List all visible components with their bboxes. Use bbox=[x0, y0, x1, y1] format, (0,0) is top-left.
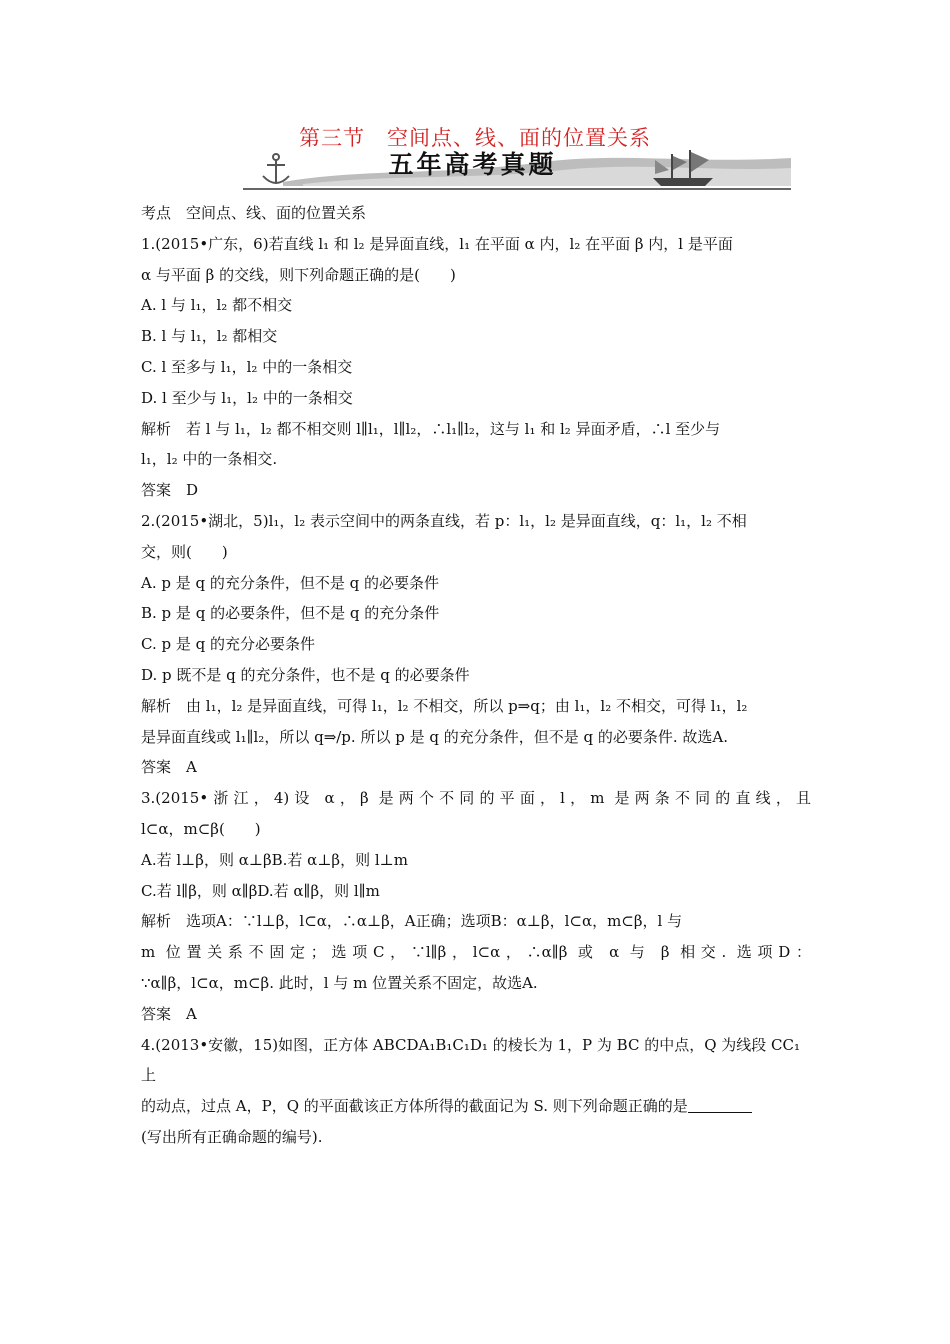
q3-option-c: C.若 l∥β，则 α∥β bbox=[141, 881, 258, 900]
q2-analysis-line1: 解析 由 l₁，l₂ 是异面直线，可得 l₁，l₂ 不相交，所以 p⇒q；由 l₁，l₂ 不相交，可得 l₁，l₂ bbox=[141, 696, 748, 715]
q3-analysis-line2: m 位置关系不固定；选项C，∵l∥β，l⊂α，∴α∥β 或 α 与 β 相交. 选项D： bbox=[141, 943, 811, 962]
anchor-icon bbox=[263, 154, 289, 184]
q3-answer: 答案 A bbox=[141, 1004, 197, 1023]
q1-answer: 答案 D bbox=[141, 481, 199, 500]
q3-analysis-line1: 解析 选项A：∵l⊥β，l⊂α，∴α⊥β，A正确；选项B：α⊥β，l⊂α，m⊂β，l 与 bbox=[141, 912, 683, 931]
topic-heading: 考点 空间点、线、面的位置关系 bbox=[141, 204, 367, 222]
q2-option-d: D. p 既不是 q 的充分条件，也不是 q 的必要条件 bbox=[141, 665, 470, 684]
q3-analysis-line3: ∵α∥β，l⊂α，m⊂β. 此时，l 与 m 位置关系不固定，故选A. bbox=[141, 973, 538, 992]
q2-answer: 答案 A bbox=[141, 758, 197, 777]
q3-options-row1 bbox=[141, 845, 811, 876]
document-body bbox=[141, 198, 811, 1153]
q1-option-c: C. l 至多与 l₁，l₂ 中的一条相交 bbox=[141, 357, 353, 376]
q4-stem-line3: (写出所有正确命题的编号). bbox=[141, 1127, 323, 1146]
q3-option-b: B.若 α⊥β，则 l⊥m bbox=[271, 850, 408, 869]
banner-title: 五年高考真题 bbox=[388, 150, 557, 179]
q2-option-b: B. p 是 q 的必要条件，但不是 q 的充分条件 bbox=[141, 604, 440, 623]
q2-stem-line1: 2.(2015•湖北，5)l₁，l₂ 表示空间中的两条直线，若 p：l₁，l₂ 是异面直线，q：l₁，l₂ 不相 bbox=[141, 511, 747, 530]
q3-option-d: D.若 α∥β，则 l∥m bbox=[257, 881, 380, 900]
page-title: 第三节 空间点、线、面的位置关系 bbox=[299, 126, 651, 150]
q1-stem-line2: α 与平面 β 的交线，则下列命题正确的是( ) bbox=[141, 265, 456, 284]
q3-stem-line1: 3.(2015•浙江，4)设 α，β 是两个不同的平面，l，m 是两条不同的直线，且 bbox=[141, 789, 811, 808]
q1-option-a: A. l 与 l₁，l₂ 都不相交 bbox=[141, 296, 293, 315]
q1-stem-line1: 1.(2015•广东，6)若直线 l₁ 和 l₂ 是异面直线，l₁ 在平面 α 内，l₂ 在平面 β 内，l 是平面 bbox=[141, 234, 733, 253]
q1-option-b: B. l 与 l₁，l₂ 都相交 bbox=[141, 327, 278, 346]
q2-stem-line2: 交，则( ) bbox=[141, 542, 228, 561]
q3-options-row2 bbox=[141, 876, 811, 907]
q3-option-a: A.若 l⊥β，则 α⊥β bbox=[141, 850, 272, 869]
q2-analysis-line2: 是异面直线或 l₁∥l₂，所以 q⇒/p. 所以 p 是 q 的充分条件，但不是 q 的必要条件. 故选A. bbox=[141, 727, 729, 746]
q2-option-a: A. p 是 q 的充分条件，但不是 q 的必要条件 bbox=[141, 573, 440, 592]
q1-analysis-line2: l₁，l₂ 中的一条相交. bbox=[141, 450, 278, 469]
q4-stem-line2-wrap bbox=[141, 1091, 811, 1122]
q1-analysis-line1: 解析 若 l 与 l₁，l₂ 都不相交则 l∥l₁，l∥l₂，∴l₁∥l₂，这与 l₁ 和 l₂ 异面矛盾，∴l 至少与 bbox=[141, 419, 721, 438]
q4-stem-line2: 的动点，过点 A，P，Q 的平面截该正方体所得的截面记为 S. 则下列命题正确的是 bbox=[141, 1097, 688, 1116]
q3-stem-line2: l⊂α，m⊂β( ) bbox=[141, 819, 261, 838]
q2-option-c: C. p 是 q 的充分必要条件 bbox=[141, 635, 315, 654]
q1-option-d: D. l 至少与 l₁，l₂ 中的一条相交 bbox=[141, 388, 353, 407]
answer-blank bbox=[688, 1096, 752, 1113]
q4-stem-line1: 4.(2013•安徽，15)如图，正方体 ABCDA₁B₁C₁D₁ 的棱长为 1，P 为 BC 的中点，Q 为线段 CC₁ 上 bbox=[141, 1035, 800, 1085]
